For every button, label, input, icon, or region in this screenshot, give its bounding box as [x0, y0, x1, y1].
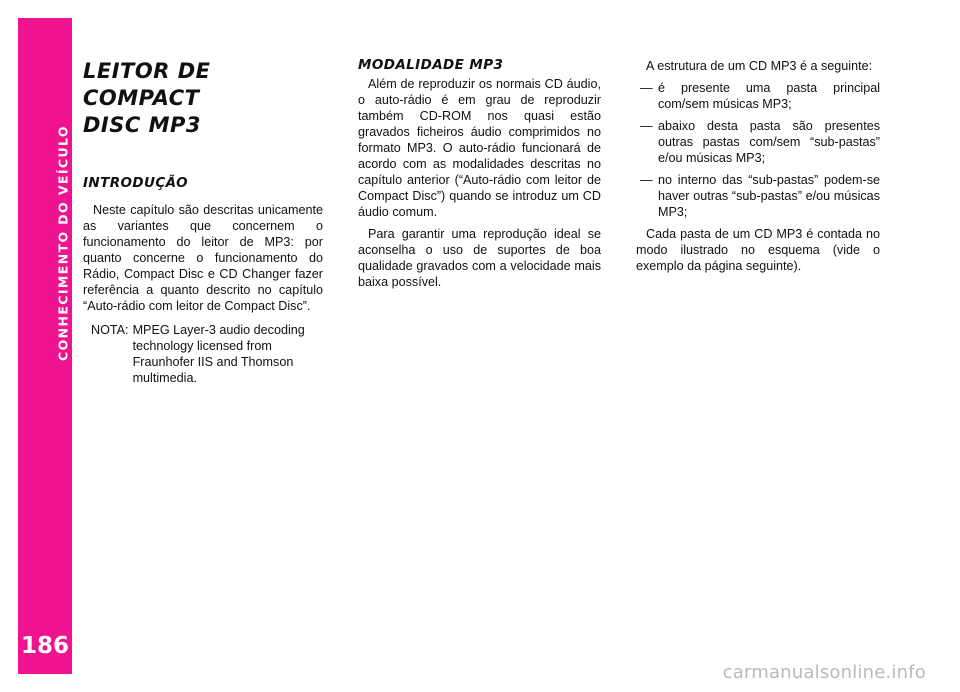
list-item-text: é presente uma pasta principal com/sem músicas MP3; — [658, 81, 880, 111]
note-text: MPEG Layer-3 audio decoding technology licensed from Fraunhofer IIS and Thomson multimedia. — [132, 323, 305, 385]
dash-bullet: — — [640, 81, 653, 95]
page-title — [83, 58, 323, 139]
note — [91, 322, 323, 386]
list-item — [636, 172, 880, 220]
column-3 — [636, 52, 880, 280]
intro-paragraph: Neste capítulo são descritas unicamente as variantes que concernem o funcionamento do leitor de MP3: por quanto concerne o funcionamento do Rádio, Compact Disc e CD Changer fazer referência a quanto descrito no capítulo “Auto-rádio com leitor de Compact Disc”. — [83, 203, 323, 313]
section-title-introducao: INTRODUÇÃO — [83, 175, 188, 191]
structure-paragraph: Cada pasta de um CD MP3 é contada no modo ilustrado no esquema (vide o exemplo da página seguinte). — [636, 227, 880, 273]
column-2 — [358, 52, 601, 296]
note-label: NOTA: — [91, 323, 129, 337]
dash-bullet: — — [640, 173, 653, 187]
watermark: carmanualsonline.info — [722, 662, 926, 683]
list-item — [636, 118, 880, 166]
page-number: 186 — [20, 633, 69, 659]
column-1 — [83, 52, 323, 386]
side-chapter-title: CONHECIMENTO DO VEÍCULO — [55, 125, 71, 361]
page-title-line-1: LEITOR DE COMPACT — [83, 59, 211, 110]
page-title-line-2: DISC MP3 — [83, 113, 201, 137]
section-title-modalidade-mp3: MODALIDADE MP3 — [358, 57, 504, 73]
mp3-paragraph-1: Além de reproduzir os normais CD áudio, o auto-rádio é em grau de reproduzir também CD-ROM nos quasi estão gravados ficheiros áudio comprimidos no formato MP3. O auto-rádio funcionará de acordo com as modalidades descritas no capítulo anterior (“Auto-rádio com leitor de Compact Disc”) quando se introduz um CD áudio comum. — [358, 77, 601, 219]
list-item-text: abaixo desta pasta são presentes outras pastas com/sem “sub-pastas” e/ou músicas MP3; — [658, 119, 880, 165]
list-item-text: no interno das “sub-pastas” podem-se haver outras “sub-pastas” e/ou músicas MP3; — [658, 173, 880, 219]
structure-list — [636, 80, 880, 220]
dash-bullet: — — [640, 119, 653, 133]
structure-intro: A estrutura de um CD MP3 é a seguinte: — [646, 59, 873, 73]
mp3-paragraph-2: Para garantir uma reprodução ideal se aconselha o uso de suportes de boa qualidade gravados com a velocidade mais baixa possível. — [358, 227, 601, 289]
side-bar — [18, 18, 72, 674]
list-item — [636, 80, 880, 112]
